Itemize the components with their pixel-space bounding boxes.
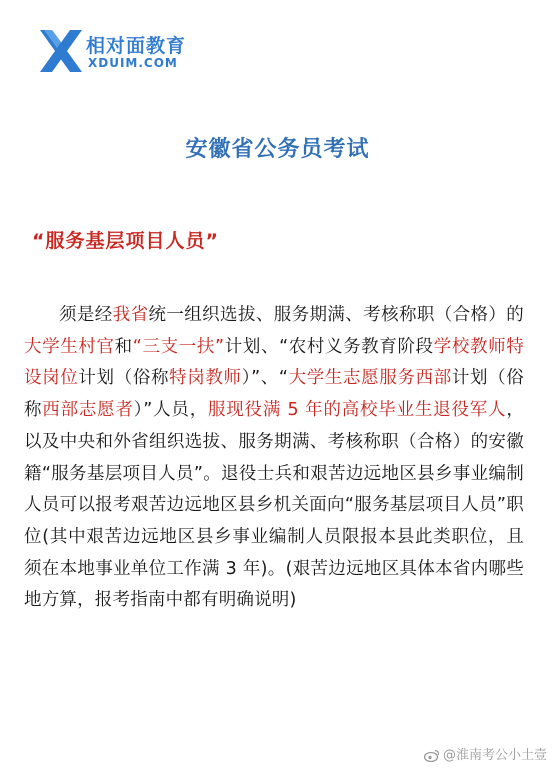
text-segment: 计划、“农村义务教育阶段 [224, 336, 434, 357]
logo-chinese-text: 相对面教育 [86, 35, 187, 57]
text-segment: ）”人员， [133, 400, 208, 421]
highlight-segment: 我省 [112, 305, 149, 325]
highlight-segment: 学校教师特设岗位 [24, 336, 525, 389]
highlight-segment: 西部志愿者 [42, 400, 134, 421]
section-heading: “服务基层项目人员” [32, 230, 219, 252]
weibo-icon [424, 749, 440, 762]
text-segment: ，以及中央和外省组织选拔、服务期满、考核称职（合格）的安徽籍“服务基层项目人员”。退役士兵和艰苦边远地区县乡事业编制人员可以报考艰苦边远地区县乡机关面向“服务基层项目人员”职位(其中艰苦边远地区县乡事业编制人员限报本县此类职位，且须在本地事业单位工作满 3 年)。(艰苦边远地区具体本省内哪些地方算，报考指南中都有明确说明) [24, 400, 525, 611]
text-segment: ）”、“ [241, 368, 289, 389]
highlight-segment: 大学生村官 [24, 336, 115, 357]
page-title: 安徽省公务员考试 [185, 137, 370, 162]
text-segment: 计划（俗称 [78, 368, 170, 389]
logo-english-text: XDUIM.COM [88, 56, 178, 70]
brand-logo [38, 28, 188, 78]
highlight-segment: 大学生志愿服务西部 [288, 368, 452, 389]
highlight-segment: 特岗教师 [169, 368, 242, 389]
text-segment: 和 [114, 336, 133, 357]
x-logo-icon [38, 28, 84, 74]
highlight-segment: “三支一扶” [132, 336, 225, 357]
text-segment: 计划（俗称 [24, 368, 524, 421]
text-segment: 须是经 [59, 305, 113, 325]
body-paragraph [24, 300, 524, 617]
highlight-segment: 服现役满 5 年的高校毕业生退役军人 [207, 400, 507, 421]
text-segment: 统一组织选拔、服务期满、考核称职（合格）的 [148, 305, 525, 325]
watermark-text: @淮南考公小土壹 [442, 748, 547, 763]
watermark [424, 744, 547, 763]
